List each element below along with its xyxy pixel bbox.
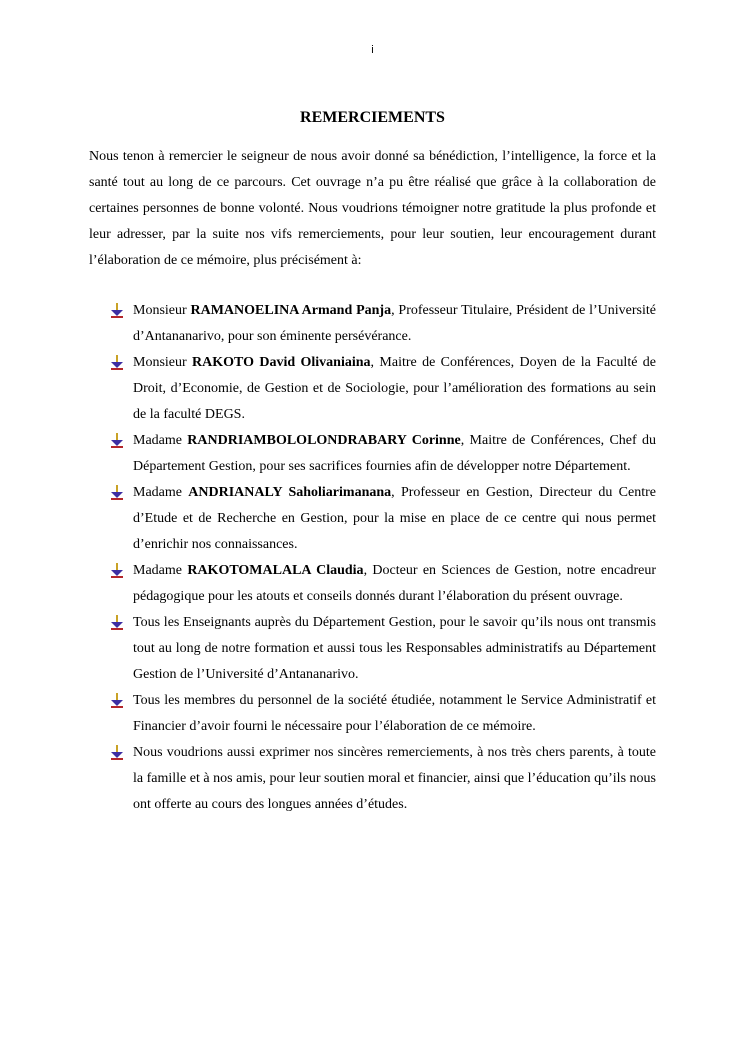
acknowledgement-name: RAKOTOMALALA Claudia [187, 563, 364, 578]
acknowledgement-prefix: Madame [133, 485, 189, 500]
arrow-down-bullet-icon [110, 433, 124, 449]
acknowledgement-prefix: Tous les Enseignants auprès du Département Gestion, pour le savoir qu’ils nous ont transmis tout au long de notre formation et aussi tous les Responsables administratifs au Département Gestion de l’Université d’Antananarivo. [133, 615, 656, 682]
arrow-down-bullet-icon [110, 485, 124, 501]
acknowledgement-name: ANDRIANALY Saholiarimanana [188, 485, 392, 500]
acknowledgement-text: , Maitre de Conférences, Chef du Département Gestion, pour ses sacrifices fournies afin de développer notre Département. [133, 433, 656, 474]
acknowledgement-item [133, 428, 656, 480]
acknowledgement-text: , Professeur en Gestion, Directeur du Centre d’Etude et de Recherche en Gestion, pour la mise en place de ce centre qui nous permet d’enrichir nos connaissances. [133, 485, 656, 552]
page-title: REMERCIEMENTS [300, 109, 445, 126]
arrow-down-bullet-icon [110, 745, 124, 761]
acknowledgement-prefix: Madame [133, 563, 188, 578]
acknowledgement-prefix: Nous voudrions aussi exprimer nos sincères remerciements, à nos très chers parents, à toute la famille et à nos amis, pour leur soutien moral et financier, ainsi que l’éducation qu’ils nous ont offerte au cours des longues années d’études. [133, 745, 656, 812]
acknowledgement-item [133, 610, 656, 688]
acknowledgement-item [133, 298, 656, 350]
acknowledgement-item [133, 350, 656, 428]
arrow-down-bullet-icon [110, 563, 124, 579]
acknowledgement-name: RAMANOELINA Armand Panja [190, 303, 392, 318]
acknowledgement-item [133, 480, 656, 558]
intro-paragraph: Nous tenon à remercier le seigneur de nous avoir donné sa bénédiction, l’intelligence, la force et la santé tout au long de ce parcours. Cet ouvrage n’a pu être réalisé que grâce à la collaboration de certaines personnes de bonne volonté. Nous voudrions témoigner notre gratitude la plus profonde et leur adresser, par la suite nos vifs remerciements, pour leur soutien, leur encouragement durant l’élaboration de ce mémoire, plus précisément à: [89, 149, 656, 268]
acknowledgement-prefix: Tous les membres du personnel de la société étudiée, notamment le Service Administratif et Financier d’avoir fourni le nécessaire pour l’élaboration de ce mémoire. [133, 693, 656, 734]
acknowledgement-prefix: Madame [133, 433, 188, 448]
acknowledgement-item [133, 558, 656, 610]
acknowledgement-item [133, 740, 656, 818]
acknowledgement-name: RANDRIAMBOLOLONDRABARY Corinne [187, 433, 461, 448]
acknowledgement-text: , Docteur en Sciences de Gestion, notre encadreur pédagogique pour les atouts et conseils donnés durant l’élaboration du présent ouvrage. [133, 563, 656, 604]
acknowledgement-text: , Maitre de Conférences, Doyen de la Faculté de Droit, d’Economie, de Gestion et de Sociologie, pour l’amélioration des formations au sein de la faculté DEGS. [133, 355, 657, 422]
acknowledgement-prefix: Monsieur [133, 303, 191, 318]
arrow-down-bullet-icon [110, 303, 124, 319]
arrow-down-bullet-icon [110, 693, 124, 709]
page-number: i [371, 44, 374, 56]
acknowledgement-name: RAKOTO David Olivaniaina [192, 355, 371, 370]
arrow-down-bullet-icon [110, 355, 124, 371]
acknowledgement-list [133, 298, 656, 818]
arrow-down-bullet-icon [110, 615, 124, 631]
acknowledgement-item [133, 688, 656, 740]
acknowledgement-prefix: Monsieur [133, 355, 193, 370]
acknowledgement-text: , Professeur Titulaire, Président de l’Université d’Antananarivo, pour son éminente persévérance. [133, 303, 656, 344]
